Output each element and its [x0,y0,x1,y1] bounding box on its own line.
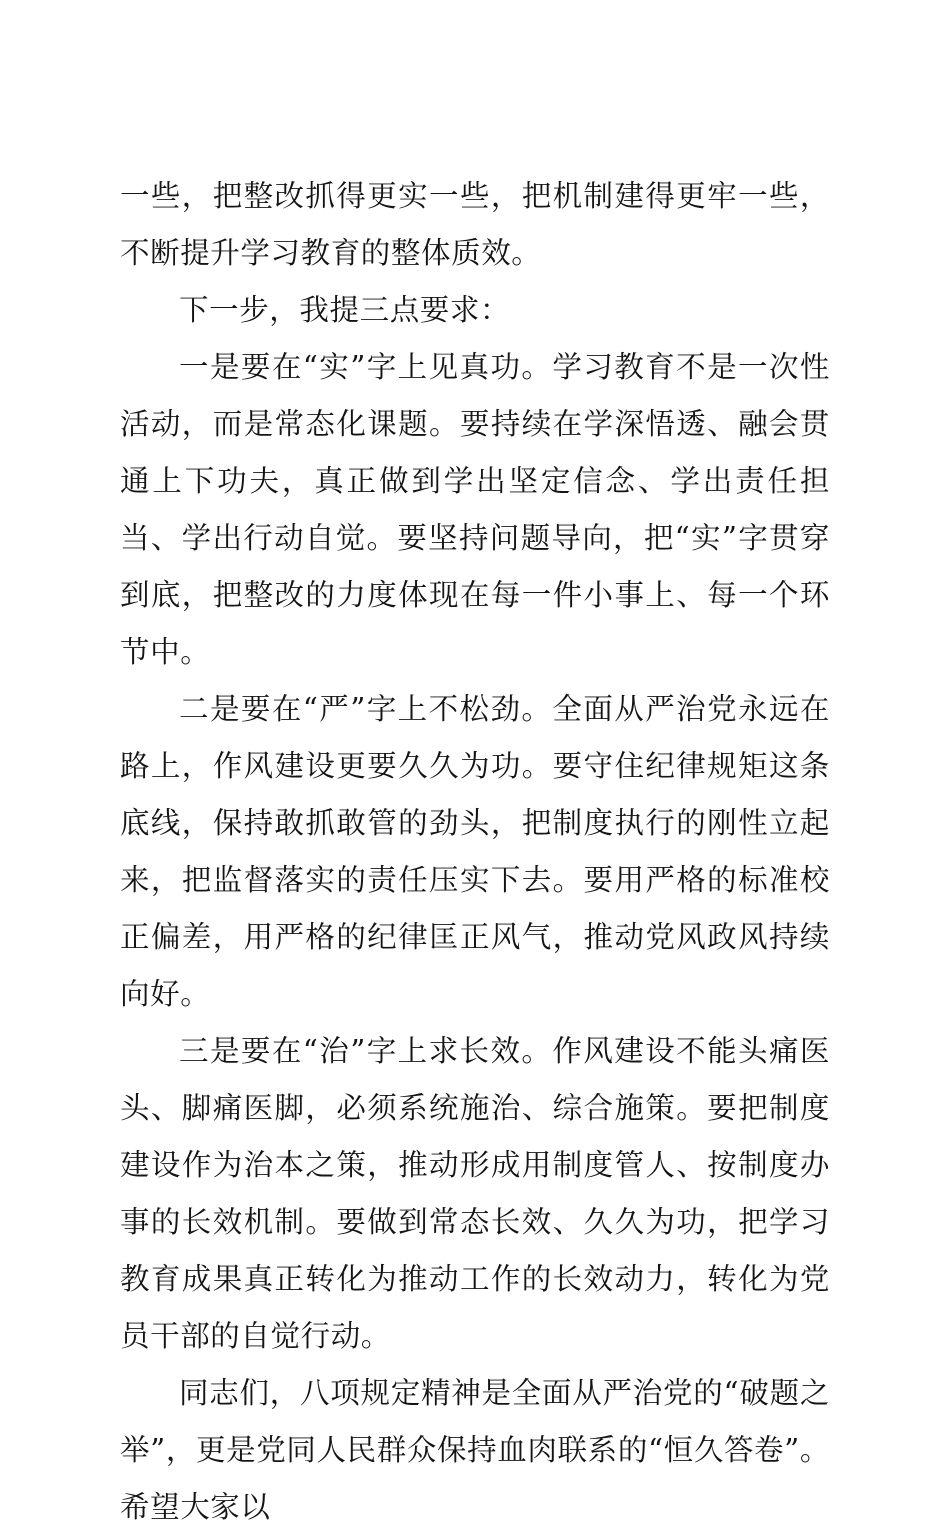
paragraph-next-step-intro: 下一步，我提三点要求： [179,293,511,327]
paragraph-continuation: 一些，把整改抓得更实一些，把机制建得更牢一些，不断提升学习教育的整体质效。 [120,179,830,270]
paragraph-closing: 同志们，八项规定精神是全面从严治党的“破题之举”，更是党同人民群众保持血肉联系的“恒久答卷”。希望大家以 [120,1376,830,1524]
document-body [120,168,830,1536]
paragraph-requirement-one: 一是要在“实”字上见真功。学习教育不是一次性活动，而是常态化课题。要持续在学深悟透、融会贯通上下功夫，真正做到学出坚定信念、学出责任担当、学出行动自觉。要坚持问题导向，把“实”字贯穿到底，把整改的力度体现在每一件小事上、每一个环节中。 [120,350,830,669]
paragraph-requirement-three: 三是要在“治”字上求长效。作风建设不能头痛医头、脚痛医脚，必须系统施治、综合施策。要把制度建设作为治本之策，推动形成用制度管人、按制度办事的长效机制。要做到常态长效、久久为功，把学习教育成果真正转化为推动工作的长效动力，转化为党员干部的自觉行动。 [120,1034,830,1353]
paragraph-requirement-two: 二是要在“严”字上不松劲。全面从严治党永远在路上，作风建设更要久久为功。要守住纪律规矩这条底线，保持敢抓敢管的劲头，把制度执行的刚性立起来，把监督落实的责任压实下去。要用严格的标准校正偏差，用严格的纪律匡正风气，推动党风政风持续向好。 [120,692,830,1011]
